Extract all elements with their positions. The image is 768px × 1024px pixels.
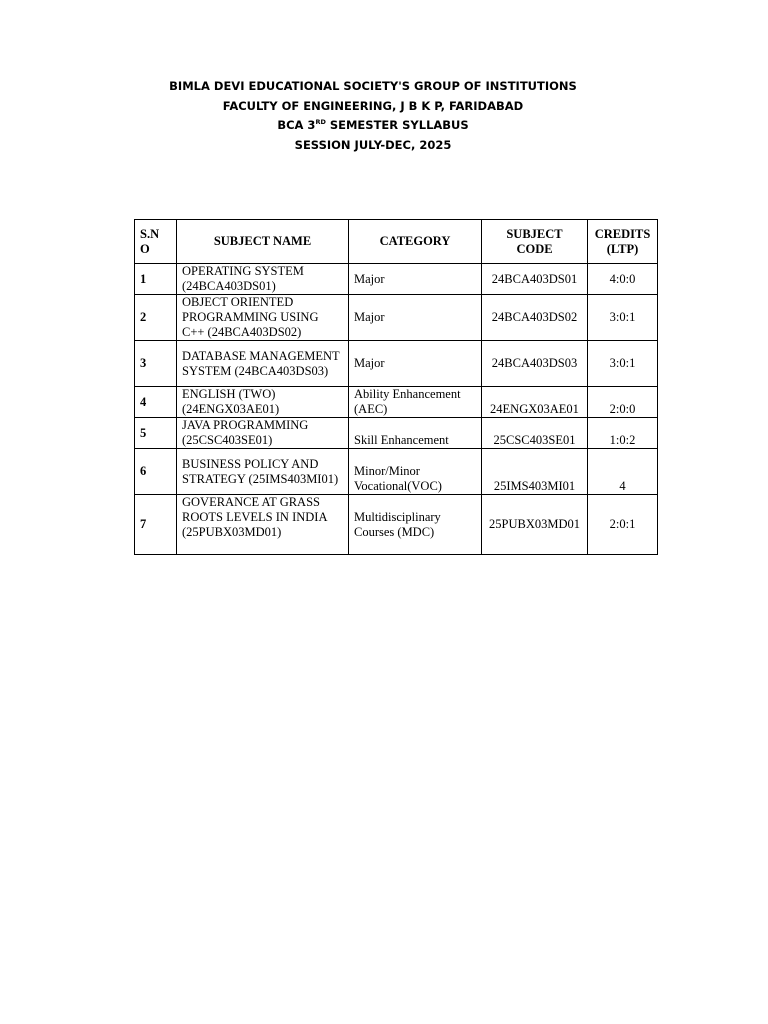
cell-credits: 3:0:1 — [588, 341, 658, 387]
syllabus-table — [134, 219, 658, 555]
cell-subject-name: GOVERANCE AT GRASS ROOTS LEVELS IN INDIA (25PUBX03MD01) — [177, 495, 349, 555]
cell-category: Ability Enhancement (AEC) — [349, 387, 482, 418]
cell-credits: 2:0:0 — [588, 387, 658, 418]
column-header-subject-code: SUBJECT CODE — [482, 220, 588, 264]
cell-category: Multidisciplinary Courses (MDC) — [349, 495, 482, 555]
cell-subject-code: 24ENGX03AE01 — [482, 387, 588, 418]
cell-category: Major — [349, 341, 482, 387]
column-header-category: CATEGORY — [349, 220, 482, 264]
cell-subject-code: 25CSC403SE01 — [482, 418, 588, 449]
cell-subject-name: BUSINESS POLICY AND STRATEGY (25IMS403MI01) — [177, 449, 349, 495]
cell-subject-code: 25PUBX03MD01 — [482, 495, 588, 555]
cell-subject-name: OPERATING SYSTEM (24BCA403DS01) — [177, 264, 349, 295]
institution-title: BIMLA DEVI EDUCATIONAL SOCIETY'S GROUP OF INSTITUTIONS — [169, 79, 577, 93]
cell-subject-name: ENGLISH (TWO) (24ENGX03AE01) — [177, 387, 349, 418]
column-header-subject-name: SUBJECT NAME — [177, 220, 349, 264]
cell-credits: 2:0:1 — [588, 495, 658, 555]
cell-sno: 6 — [135, 449, 177, 495]
cell-subject-code: 24BCA403DS03 — [482, 341, 588, 387]
cell-sno: 7 — [135, 495, 177, 555]
session-title: SESSION JULY-DEC, 2025 — [294, 137, 452, 152]
cell-credits: 4 — [588, 449, 658, 495]
table-row — [135, 264, 658, 295]
cell-subject-name: JAVA PROGRAMMING (25CSC403SE01) — [177, 418, 349, 449]
syllabus-title-prefix: BCA 3 — [277, 118, 316, 132]
cell-subject-name: DATABASE MANAGEMENT SYSTEM (24BCA403DS03) — [177, 341, 349, 387]
syllabus-title — [0, 116, 746, 136]
cell-sno: 5 — [135, 418, 177, 449]
column-header-credits: CREDITS (LTP) — [588, 220, 658, 264]
column-header-sno: S.N O — [135, 220, 177, 264]
document-header — [0, 77, 746, 155]
cell-sno: 4 — [135, 387, 177, 418]
faculty-title: FACULTY OF ENGINEERING, J B K P, FARIDABAD — [222, 98, 524, 113]
cell-category: Major — [349, 264, 482, 295]
cell-credits: 3:0:1 — [588, 295, 658, 341]
table-row — [135, 495, 658, 555]
table-row — [135, 418, 658, 449]
cell-credits: 4:0:0 — [588, 264, 658, 295]
table-row — [135, 449, 658, 495]
cell-sno: 3 — [135, 341, 177, 387]
cell-credits: 1:0:2 — [588, 418, 658, 449]
table-header-row — [135, 220, 658, 264]
cell-category: Major — [349, 295, 482, 341]
table-row — [135, 295, 658, 341]
cell-subject-code: 25IMS403MI01 — [482, 449, 588, 495]
cell-category: Minor/Minor Vocational(VOC) — [349, 449, 482, 495]
cell-subject-name: OBJECT ORIENTED PROGRAMMING USING C++ (24BCA403DS02) — [177, 295, 349, 341]
cell-sno: 2 — [135, 295, 177, 341]
syllabus-title-suffix: SEMESTER SYLLABUS — [325, 118, 469, 132]
table-row — [135, 387, 658, 418]
table-row — [135, 341, 658, 387]
cell-sno: 1 — [135, 264, 177, 295]
syllabus-title-ordinal: RD — [315, 118, 326, 126]
cell-category: Skill Enhancement — [349, 418, 482, 449]
cell-subject-code: 24BCA403DS01 — [482, 264, 588, 295]
cell-subject-code: 24BCA403DS02 — [482, 295, 588, 341]
